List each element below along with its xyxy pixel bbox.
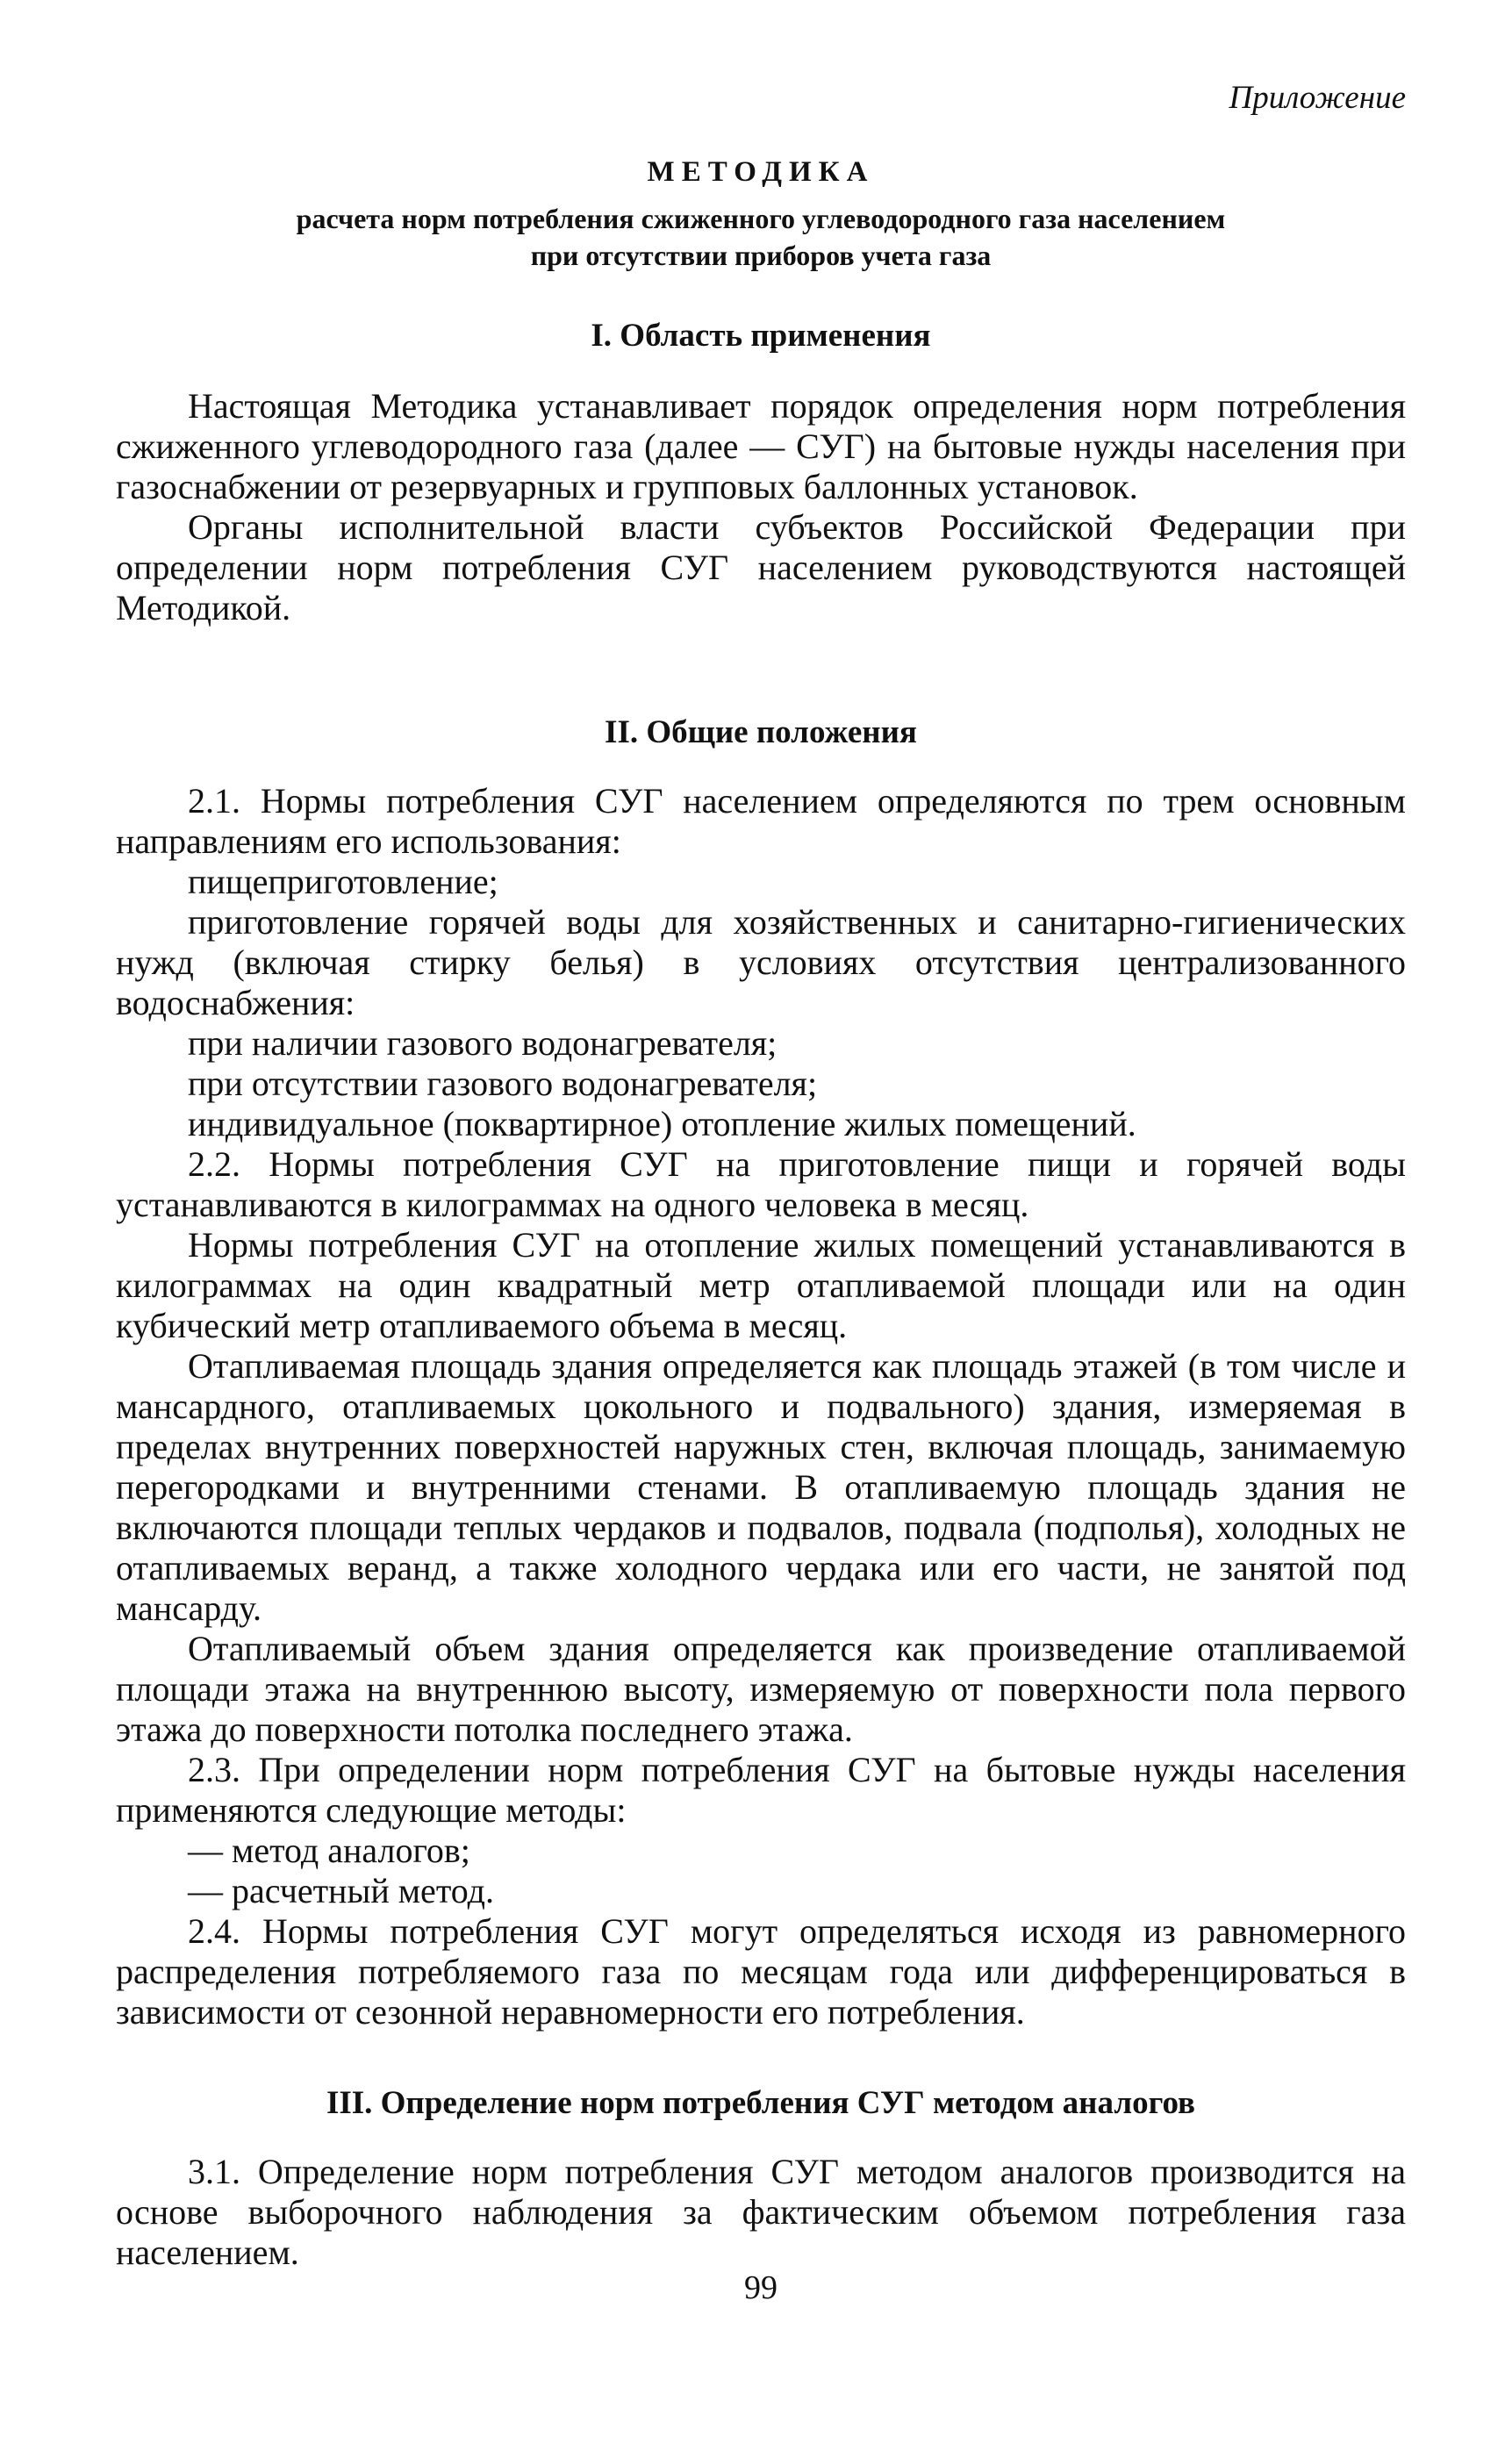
document-subtitle — [116, 200, 1406, 274]
paragraph: 3.1. Определение норм потребления СУГ методом аналогов производится на основе выборочного наблюдения за фактическим объемом потребления газа населением. — [116, 2152, 1406, 2272]
appendix-label: Приложение — [1229, 80, 1406, 116]
section-3-heading: III. Определение норм потребления СУГ методом аналогов — [326, 2085, 1196, 2121]
paragraph: Отапливаемый объем здания определяется как произведение отапливаемой площади этажа на внутреннюю высоту, измеряемую от поверхности пола первого этажа до поверхности потолка последнего этажа. — [116, 1629, 1406, 1749]
list-item: пищеприготовление; — [188, 862, 498, 901]
section-1-heading: I. Область применения — [591, 318, 931, 354]
document-title: МЕТОДИКА — [647, 156, 875, 188]
paragraph: 2.1. Нормы потребления СУГ населением определяются по трем основным направлениям его использования: — [116, 781, 1406, 861]
list-item: — расчетный метод. — [188, 1871, 494, 1910]
paragraph: Нормы потребления СУГ на отопление жилых помещений устанавливаются в килограммах на один квадратный метр отапливаемой площади или на один кубический метр отапливаемого объема в месяц. — [116, 1225, 1406, 1345]
section-2-heading: II. Общие положения — [605, 714, 917, 750]
paragraph: 2.2. Нормы потребления СУГ на приготовление пищи и горячей воды устанавливаются в килограммах на одного человека в месяц. — [116, 1144, 1406, 1224]
subtitle-line-2: при отсутствии приборов учета газа — [530, 240, 992, 271]
section-3-body — [116, 2152, 1406, 2273]
paragraph: Органы исполнительной власти субъектов Российской Федерации при определении норм потребления СУГ населением руководствуются настоящей Методикой. — [116, 507, 1406, 627]
section-2-body — [116, 781, 1406, 2032]
list-item: — метод аналогов; — [188, 1831, 470, 1870]
paragraph: 2.3. При определении норм потребления СУГ на бытовые нужды населения применяются следующие методы: — [116, 1750, 1406, 1830]
list-item: при отсутствии газового водонагревателя; — [188, 1064, 818, 1103]
paragraph: Отапливаемая площадь здания определяется как площадь этажей (в том числе и мансардного, отапливаемых цокольного и подвального) здания, измеряемая в пределах внутренних поверхностей наружных стен, включая площадь, занимаемую перегородками и внутренними стенами. В отапливаемую площадь здания не включаются площади теплых чердаков и подвалов, подвала (подполья), холодных не отапливаемых веранд, а также холодного чердака или его части, не занятой под мансарду. — [116, 1346, 1406, 1628]
paragraph: Настоящая Методика устанавливает порядок определения норм потребления сжиженного углеводородного газа (далее — СУГ) на бытовые нужды населения при газоснабжении от резервуарных и групповых баллонных установок. — [116, 386, 1406, 506]
list-item: индивидуальное (поквартирное) отопление жилых помещений. — [188, 1104, 1136, 1143]
paragraph: приготовление горячей воды для хозяйственных и санитарно-гигиенических нужд (включая стирку белья) в условиях отсутствия централизованного водоснабжения: — [116, 902, 1406, 1022]
subtitle-line-1: расчета норм потребления сжиженного углеводородного газа населением — [296, 203, 1226, 234]
list-item: при наличии газового водонагревателя; — [188, 1023, 777, 1063]
paragraph: 2.4. Нормы потребления СУГ могут определяться исходя из равномерного распределения потребляемого газа по месяцам года или дифференцироваться в зависимости от сезонной неравномерности его потребления. — [116, 1911, 1406, 2032]
section-1-body — [116, 386, 1406, 628]
document-page — [116, 0, 1406, 2444]
page-number: 99 — [744, 2269, 777, 2306]
